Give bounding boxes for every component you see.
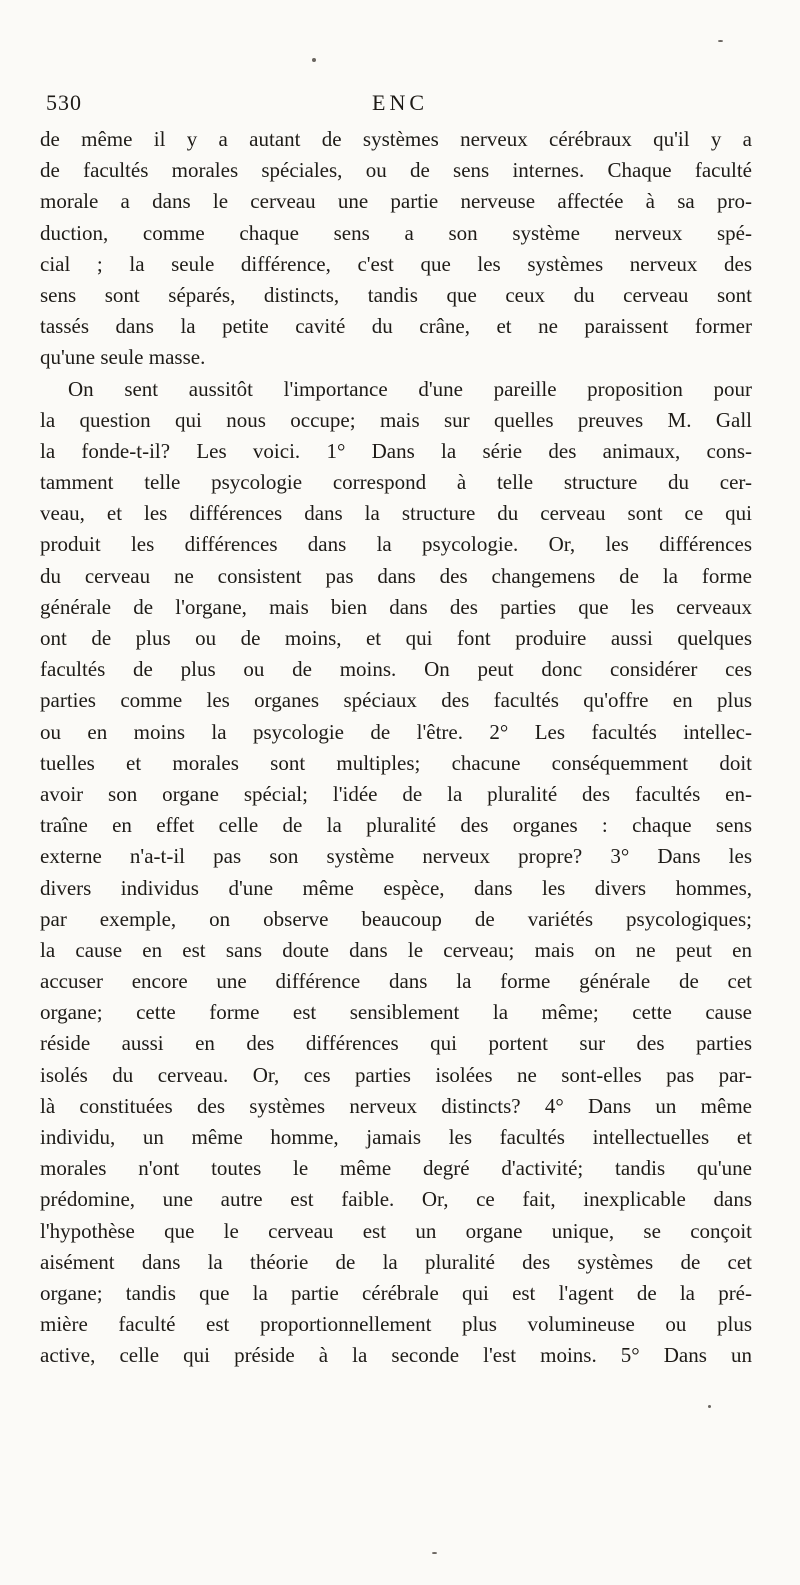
text-line: l'hypothèse que le cerveau est un organe unique, se conçoit	[40, 1218, 752, 1243]
text-line: avoir son organe spécial; l'idée de la pluralité des facultés en-	[40, 781, 752, 806]
text-line: isolés du cerveau. Or, ces parties isolées ne sont-elles pas par-	[40, 1062, 752, 1087]
text-line: active, celle qui préside à la seconde l'est moins. 5° Dans un	[40, 1343, 752, 1368]
text-line: du cerveau ne consistent pas dans des changemens de la forme	[40, 563, 752, 588]
text-line: morale a dans le cerveau une partie nerveuse affectée à sa pro-	[40, 189, 752, 214]
text-line: qu'une seule masse.	[40, 345, 206, 370]
text-line: traîne en effet celle de la pluralité des organes : chaque sens	[40, 813, 752, 838]
text-line: cial ; la seule différence, c'est que les systèmes nerveux des	[40, 251, 752, 276]
text-line: générale de l'organe, mais bien dans des parties que les cerveaux	[40, 594, 752, 619]
text-line: la cause en est sans doute dans le cerveau; mais on ne peut en	[40, 937, 752, 962]
text-line: réside aussi en des différences qui portent sur des parties	[40, 1031, 752, 1056]
text-line: prédomine, une autre est faible. Or, ce fait, inexplicable dans	[40, 1187, 752, 1212]
text-line: mière faculté est proportionnellement plus volumineuse ou plus	[40, 1312, 752, 1337]
page-number: 530	[46, 90, 82, 115]
text-line: aisément dans la théorie de la pluralité des systèmes de cet	[40, 1249, 752, 1274]
text-line: divers individus d'une même espèce, dans les divers hommes,	[40, 875, 752, 900]
scan-speck	[432, 1552, 437, 1554]
text-line: organe; tandis que la partie cérébrale qui est l'agent de la pré-	[40, 1280, 752, 1305]
text-line: tuelles et morales sont multiples; chacune conséquemment doit	[40, 750, 752, 775]
text-line: par exemple, on observe beaucoup de variétés psycologiques;	[40, 906, 752, 931]
page-header	[40, 90, 760, 124]
text-line: de facultés morales spéciales, ou de sens internes. Chaque faculté	[40, 158, 752, 183]
text-line: de même il y a autant de systèmes nerveux cérébraux qu'il y a	[40, 127, 752, 151]
text-line: tassés dans la petite cavité du crâne, et ne paraissent former	[40, 314, 752, 339]
text-line: On sent aussitôt l'importance d'une pareille proposition pour	[68, 376, 752, 401]
scan-speck	[708, 1405, 711, 1408]
text-line: parties comme les organes spéciaux des facultés qu'offre en plus	[40, 688, 752, 713]
text-line: ou en moins la psycologie de l'être. 2° Les facultés intellec-	[40, 719, 752, 744]
text-line: duction, comme chaque sens a son système nerveux spé-	[40, 220, 752, 245]
text-line: ont de plus ou de moins, et qui font produire aussi quelques	[40, 626, 752, 650]
paragraph-2	[40, 374, 752, 1372]
text-line: morales n'ont toutes le même degré d'activité; tandis qu'une	[40, 1156, 752, 1181]
text-line: produit les différences dans la psycologie. Or, les différences	[40, 532, 752, 557]
text-line: la question qui nous occupe; mais sur quelles preuves M. Gall	[40, 407, 752, 432]
text-line: là constituées des systèmes nerveux distincts? 4° Dans un même	[40, 1093, 752, 1118]
body-text	[40, 124, 752, 1372]
text-line: individu, un même homme, jamais les facultés intellectuelles et	[40, 1125, 752, 1149]
scan-speck	[312, 58, 316, 62]
text-line: la fonde-t-il? Les voici. 1° Dans la série des animaux, cons-	[40, 438, 752, 463]
text-line: sens sont séparés, distincts, tandis que ceux du cerveau sont	[40, 282, 752, 307]
text-line: accuser encore une différence dans la forme générale de cet	[40, 969, 752, 994]
text-line: tamment telle psycologie correspond à telle structure du cer-	[40, 470, 752, 495]
text-line: externe n'a-t-il pas son système nerveux propre? 3° Dans les	[40, 844, 752, 869]
paragraph-1	[40, 124, 752, 374]
text-line: facultés de plus ou de moins. On peut donc considérer ces	[40, 657, 752, 682]
running-head: ENC	[372, 90, 428, 115]
scan-speck	[718, 40, 723, 42]
text-line: organe; cette forme est sensiblement la même; cette cause	[40, 1000, 752, 1025]
text-line: veau, et les différences dans la structure du cerveau sont ce qui	[40, 501, 752, 526]
